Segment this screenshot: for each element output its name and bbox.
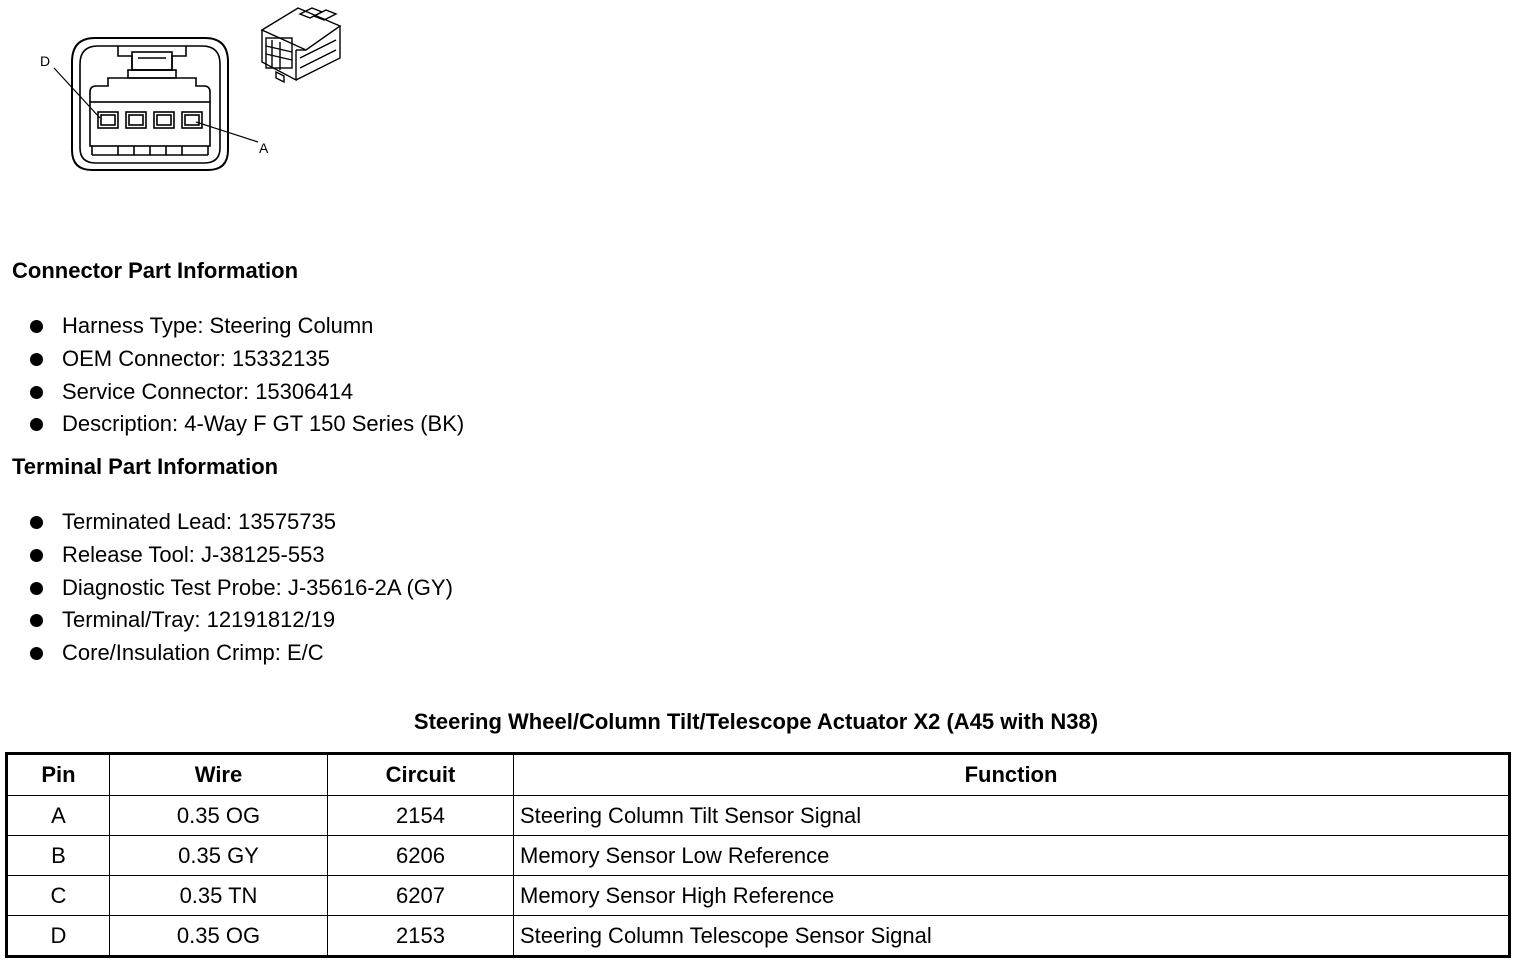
connector-face-drawing [54, 38, 258, 170]
list-item: Diagnostic Test Probe: J-35616-2A (GY) [28, 572, 453, 605]
list-item: Service Connector: 15306414 [28, 376, 464, 409]
cell-pin: C [7, 876, 110, 916]
list-item: Description: 4-Way F GT 150 Series (BK) [28, 408, 464, 441]
connector-diagram [0, 0, 360, 200]
table-row [7, 836, 1510, 876]
cell-pin: B [7, 836, 110, 876]
list-item: Release Tool: J-38125-553 [28, 539, 453, 572]
cell-function: Memory Sensor High Reference [514, 876, 1510, 916]
pin-table-title: Steering Wheel/Column Tilt/Telescope Actuator X2 (A45 with N38) [413, 709, 1099, 734]
terminal-part-info-list [28, 506, 453, 670]
cell-wire: 0.35 TN [110, 876, 328, 916]
connector-part-info-list [28, 310, 464, 441]
cell-wire: 0.35 GY [110, 836, 328, 876]
column-header-function: Function [514, 754, 1510, 796]
column-header-wire: Wire [110, 754, 328, 796]
list-item: Terminated Lead: 13575735 [28, 506, 453, 539]
terminal-part-info-heading: Terminal Part Information [12, 454, 279, 479]
connector-isometric-drawing [262, 8, 340, 82]
list-item: Harness Type: Steering Column [28, 310, 464, 343]
list-item: Terminal/Tray: 12191812/19 [28, 604, 453, 637]
pin-table [5, 752, 1511, 958]
cell-function: Steering Column Telescope Sensor Signal [514, 916, 1510, 957]
cell-circuit: 2153 [328, 916, 514, 957]
cell-pin: A [7, 796, 110, 836]
column-header-circuit: Circuit [328, 754, 514, 796]
pin-label-a: A [259, 140, 269, 156]
cell-function: Memory Sensor Low Reference [514, 836, 1510, 876]
cell-pin: D [7, 916, 110, 957]
cell-function: Steering Column Tilt Sensor Signal [514, 796, 1510, 836]
column-header-pin: Pin [7, 754, 110, 796]
table-row [7, 876, 1510, 916]
cell-circuit: 6207 [328, 876, 514, 916]
cell-wire: 0.35 OG [110, 796, 328, 836]
table-row [7, 796, 1510, 836]
table-header-row [7, 754, 1510, 796]
pin-label-d: D [40, 53, 51, 69]
list-item: OEM Connector: 15332135 [28, 343, 464, 376]
cell-circuit: 6206 [328, 836, 514, 876]
table-row [7, 916, 1510, 957]
cell-wire: 0.35 OG [110, 916, 328, 957]
connector-part-info-heading: Connector Part Information [12, 258, 299, 283]
list-item: Core/Insulation Crimp: E/C [28, 637, 453, 670]
cell-circuit: 2154 [328, 796, 514, 836]
